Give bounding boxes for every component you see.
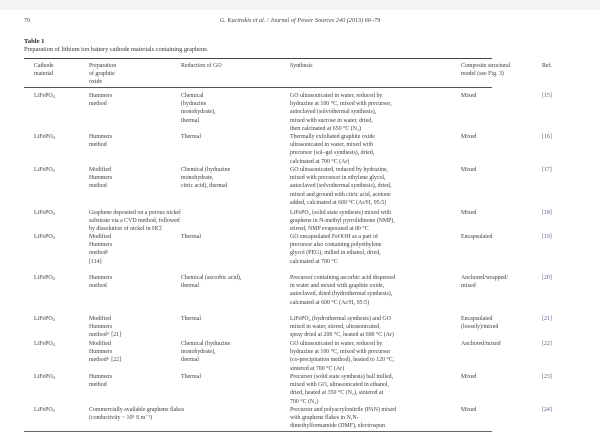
cell-preparation: Hummers method — [89, 374, 113, 389]
header-synthesis: Synthesis — [290, 63, 313, 69]
cell-reference-link[interactable]: [22] — [542, 341, 552, 347]
cell-composite-model: Mixed — [461, 210, 477, 216]
cathode-subscript: 4 — [52, 276, 55, 281]
table-top-rule — [24, 58, 492, 59]
cell-preparation: Commercially available graphene flakes (conductivity ~ 10⁵ S m⁻¹) — [89, 407, 185, 422]
page-bottom-edge — [24, 431, 492, 432]
cell-composite-model: Mixed — [461, 374, 477, 380]
cell-reduction: Thermal — [181, 234, 201, 240]
cell-cathode: LiFePO$_4$ — [34, 341, 55, 347]
cell-reduction: Chemical (hydrazine monohydrate, citric acid), thermal — [181, 167, 231, 190]
running-head: G. Kucinskis et al. / Journal of Power Sources 240 (2013) 66–79 — [219, 17, 381, 24]
cell-composite-model: Mixed — [461, 93, 477, 99]
page-number: 70 — [24, 17, 31, 24]
cell-cathode: LiFePO$_4$ — [34, 167, 55, 173]
cathode-subscript: 4 — [52, 375, 55, 380]
cell-reduction: Thermal — [181, 316, 201, 322]
cell-preparation: Modified Hummers methodᵃ [114] — [89, 234, 113, 265]
cell-composite-model: Mixed — [461, 407, 477, 413]
cell-reference-link[interactable]: [18] — [542, 210, 552, 216]
cell-preparation: Modified Hummers method — [89, 167, 113, 190]
cell-preparation: Modified Hummers methodᵃᶜ [21] — [89, 316, 122, 339]
cell-reduction: Thermal — [181, 134, 201, 140]
cell-reference-link[interactable]: [23] — [542, 374, 552, 380]
cell-reduction: Thermal — [181, 374, 201, 380]
header-cathode-material: Cathode material — [34, 63, 54, 78]
cell-synthesis: LiFePO₄ (hydrothermal synthesis) and GO mixed in water, stirred, ultrasonicated, spray dried at 200 °C, heated at 600 °C (Ar) — [290, 316, 394, 339]
cell-synthesis: GO ultrasonicated in water, reduced by hydrazine at 100 °C, mixed with precursor (co-precipitation method), heated to 120 °C, sintered at 700 °C (Ar) — [290, 341, 395, 372]
cell-cathode: LiFePO$_4$ — [34, 275, 55, 281]
cell-synthesis: Thermally exfoliated graphite oxide ultrasonicated in water, mixed with precursor (sol–gel synthesis), dried, calcinated at 700 °C (Ar) — [290, 134, 375, 165]
cell-synthesis: Precursor containing ascorbic acid dispersed in water and mixed with graphite oxide, autoclaved, dried (hydrothermal synthesis), calcinated at 600 °C (Ar/H₂ 95:5) — [290, 275, 396, 306]
cell-preparation: Hummers method — [89, 93, 113, 108]
header-preparation: Preparation of graphite oxide — [89, 63, 117, 86]
cathode-subscript: 4 — [52, 168, 55, 173]
cell-synthesis: GO ultrasonicated in water, reduced by hydrazine at 100 °C, mixed with precursor, autoclaved (solvothermal synthesis), mixed with sucrose in water, dried, then calcinated at 650 °C (N₂) — [290, 93, 392, 132]
cell-cathode: LiFePO$_4$ — [34, 316, 55, 322]
cell-reduction: Chemical (ascorbic acid), thermal — [181, 275, 242, 290]
cell-reference-link[interactable]: [19] — [542, 234, 552, 240]
cell-reference-link[interactable]: [15] — [542, 93, 552, 99]
cell-preparation: Graphene deposited on a porous nickel substrate via a CVD method, followed by dissolution of nickel in HCl — [89, 210, 181, 233]
cathode-subscript: 4 — [52, 408, 55, 413]
header-reduction: Reduction of GO — [181, 63, 222, 69]
cell-synthesis: GO encapsulated FeOOH as a part of precursor also containing polyethylene glycol (PEG), milled in ethanol, dried, calcinated at 700 °C — [290, 234, 382, 265]
cell-composite-model: Mixed — [461, 134, 477, 140]
cathode-subscript: 4 — [52, 342, 55, 347]
cell-synthesis: Precursor (solid state synthesis) ball milled, mixed with GO, ultrasonicated in ethanol, dried, heated at 350 °C (N₂), sintered at 700 °C (N₂) — [290, 374, 394, 405]
cell-composite-model: Encapsulated (loosely)/mixed — [461, 316, 499, 331]
cell-reference-link[interactable]: [20] — [542, 275, 552, 281]
cathode-subscript: 4 — [52, 94, 55, 99]
header-composite-model: Composite structural model (see Fig. 3) — [461, 63, 511, 78]
cell-cathode: LiFePO$_4$ — [34, 210, 55, 216]
cell-composite-model: Anchored/wrapped/ mixed — [461, 275, 508, 290]
table-header-rule — [24, 87, 492, 88]
cell-cathode: LiFePO$_4$ — [34, 374, 55, 380]
cathode-subscript: 4 — [52, 317, 55, 322]
cell-cathode: LiFePO$_4$ — [34, 134, 55, 140]
cell-reference-link[interactable]: [16] — [542, 134, 552, 140]
cell-composite-model: Mixed — [461, 167, 477, 173]
cell-preparation: Modified Hummers methodᵃᶜ [22] — [89, 341, 122, 364]
cell-preparation: Hummers method — [89, 275, 113, 290]
cell-reduction: Chemical (hydrazine monohydrate), thermal — [181, 341, 231, 364]
cell-reference-link[interactable]: [21] — [542, 316, 552, 322]
table-caption: Preparation of lithium ion battery cathode materials containing graphene. — [24, 46, 209, 53]
cathode-subscript: 4 — [52, 235, 55, 240]
cell-reference-link[interactable]: [24] — [542, 407, 552, 413]
cell-synthesis: GO ultrasonicated, reduced by hydrazine, mixed with precursor in ethylene glycol, autoclaved (solvothermal synthesis), dried, mixed and ground with citric acid, acetone added, calcinated at 600 °C (Ar/H₂ 95:5) — [290, 167, 392, 206]
cell-cathode: LiFePO$_4$ — [34, 93, 55, 99]
cathode-subscript: 4 — [52, 211, 55, 216]
cell-cathode: LiFePO$_4$ — [34, 234, 55, 240]
table-label: Table 1 — [24, 38, 45, 45]
cathode-subscript: 4 — [52, 135, 55, 140]
cell-reduction: Chemical (hydrazine monohydrate), thermal — [181, 93, 216, 124]
cell-reference-link[interactable]: [17] — [542, 167, 552, 173]
header-ref: Ref. — [542, 63, 552, 69]
cell-cathode: LiFePO$_4$ — [34, 407, 55, 413]
cell-synthesis: Precursor and polyacrylonitrile (PAN) mixed with graphene flakes in N,N- dimethylformamide (DMF), electrospun — [290, 407, 397, 430]
cell-composite-model: Anchored/mixed — [461, 341, 501, 347]
cell-preparation: Hummers method — [89, 134, 113, 149]
cell-composite-model: Encapsulated — [461, 234, 493, 240]
cell-synthesis: LiFePO₄ (solid state synthesis) mixed with graphene in N-methyl pyrrolidinone (NMP), stirred, NMP evaporated at 80 °C — [290, 210, 395, 233]
page-top-margin — [0, 0, 600, 10]
